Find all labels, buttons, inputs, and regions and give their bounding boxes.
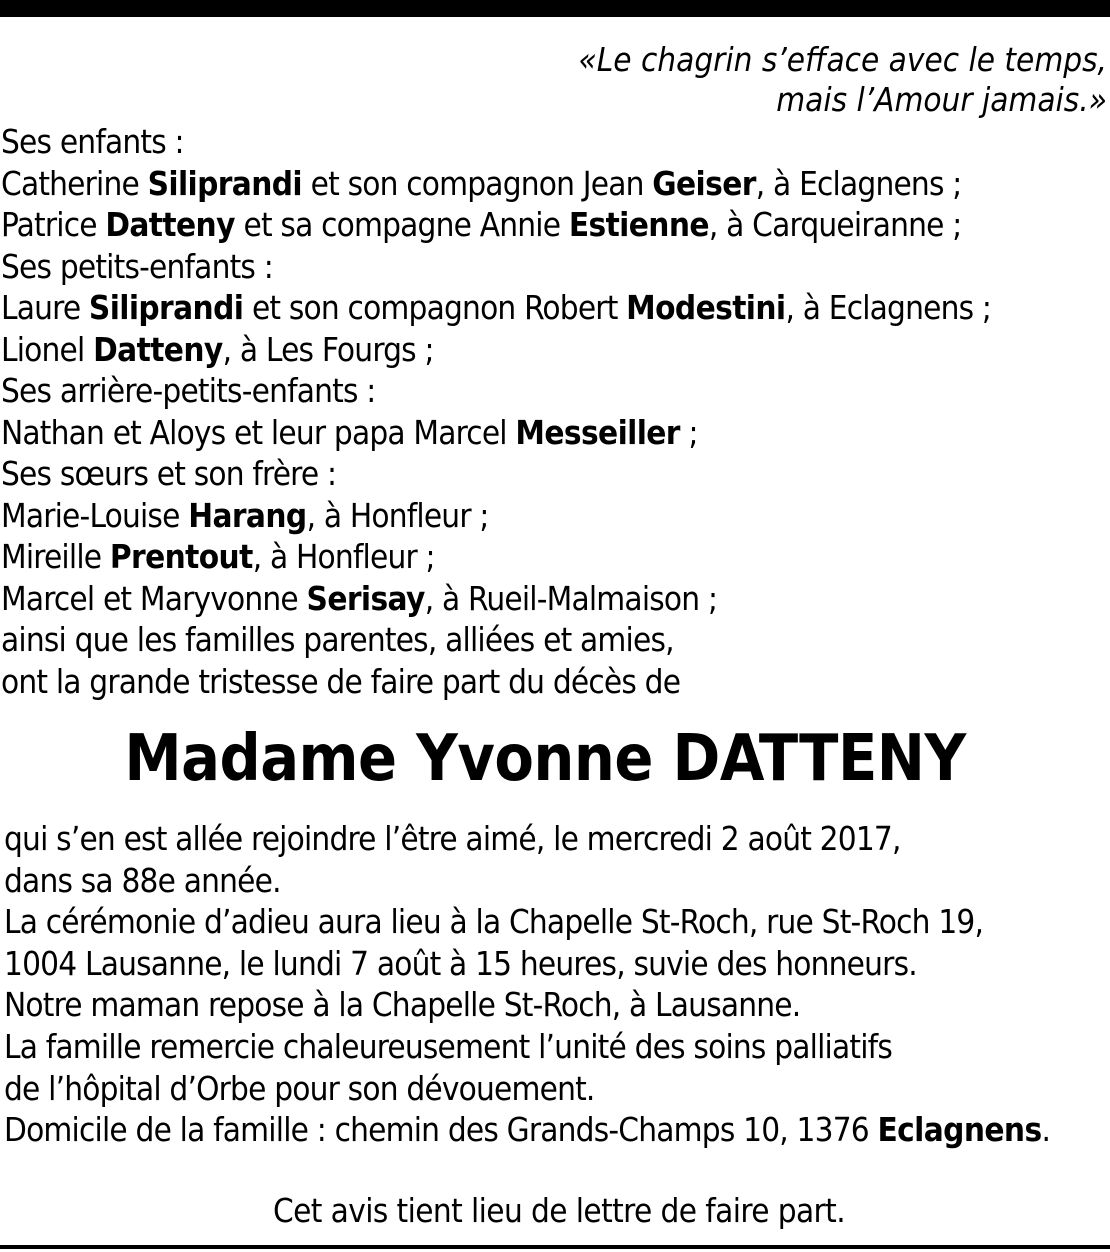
family-list: [1, 121, 991, 702]
details-line-2: dans sa 88e année.: [4, 860, 281, 900]
details-line-6: La famille remercie chaleureusement l’unité des soins palliatifs: [4, 1026, 892, 1066]
great-grandchildren-line: Nathan et Aloys et leur papa Marcel Messeiller ;: [1, 412, 698, 452]
grandchildren-label: Ses petits-enfants :: [1, 246, 273, 286]
closing-note: Cet avis tient lieu de lettre de faire part.: [272, 1191, 846, 1230]
sibling-line-1: Marie-Louise Harang, à Honfleur ;: [1, 495, 489, 535]
quote-line-2: mais l’Amour jamais.»: [776, 80, 1107, 119]
death-details: [4, 818, 1050, 1151]
sibling-line-3: Marcel et Maryvonne Serisay, à Rueil-Malmaison ;: [1, 578, 718, 618]
details-line-8: Domicile de la famille : chemin des Grands-Champs 10, 1376 Eclagnens.: [4, 1110, 1051, 1150]
children-label: Ses enfants :: [1, 122, 184, 161]
siblings-label: Ses sœurs et son frère :: [1, 454, 337, 493]
bottom-rule: [0, 1245, 1110, 1249]
deceased-name: Madame Yvonne DATTENY: [124, 722, 966, 796]
great-grandchildren-label: Ses arrière-petits-enfants :: [1, 371, 376, 410]
grandchild-line-2: Lionel Datteny, à Les Fourgs ;: [1, 329, 434, 369]
epigraph-quote: [578, 40, 1107, 120]
details-line-1: qui s’en est allée rejoindre l’être aimé, le mercredi 2 août 2017,: [4, 819, 901, 858]
child-line-1: Catherine Siliprandi et son compagnon Jean Geiser, à Eclagnens ;: [1, 163, 962, 203]
details-line-4: 1004 Lausanne, le lundi 7 août à 15 heures, suvie des honneurs.: [4, 943, 917, 983]
relatives-line: ainsi que les familles parentes, alliées et amies,: [1, 620, 674, 659]
sibling-line-2: Mireille Prentout, à Honfleur ;: [1, 537, 435, 576]
child-line-2: Patrice Datteny et sa compagne Annie Estienne, à Carqueiranne ;: [1, 205, 962, 244]
details-line-7: de l’hôpital d’Orbe pour son dévouement.: [4, 1068, 595, 1108]
top-rule: [0, 0, 1110, 17]
quote-line-1: «Le chagrin s’efface avec le temps,: [578, 40, 1107, 79]
details-line-5: Notre maman repose à la Chapelle St-Roch, à Lausanne.: [4, 985, 801, 1025]
announcement-line: ont la grande tristesse de faire part du décès de: [1, 661, 681, 701]
details-line-3: La cérémonie d’adieu aura lieu à la Chapelle St-Roch, rue St-Roch 19,: [4, 902, 984, 942]
grandchild-line-1: Laure Siliprandi et son compagnon Robert Modestini, à Eclagnens ;: [1, 288, 992, 327]
